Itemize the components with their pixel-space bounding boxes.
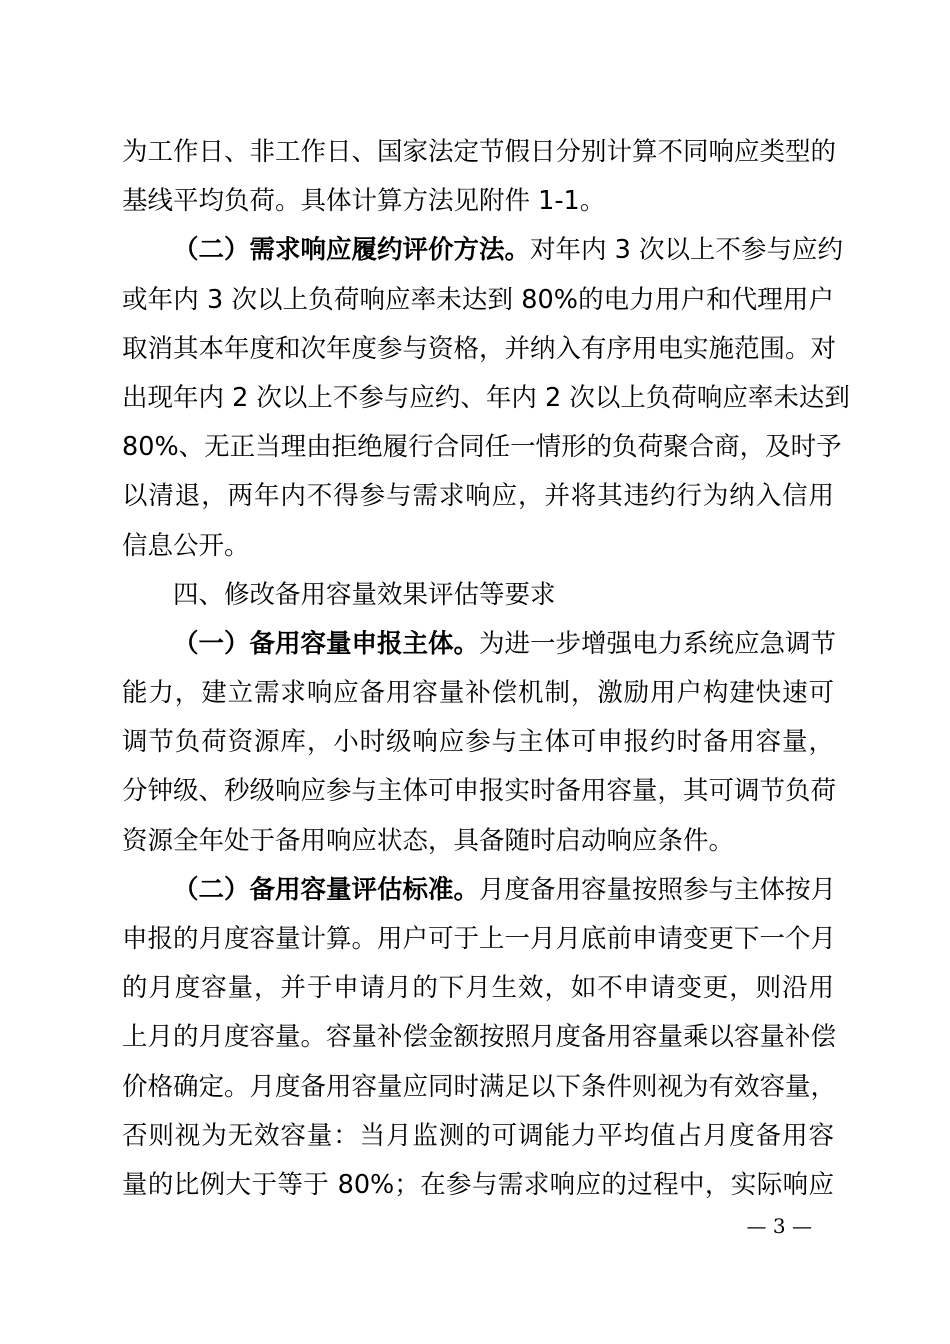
- text-line: 调节负荷资源库，小时级响应参与主体可申报约时备用容量，: [122, 727, 834, 758]
- text-line: 的月度容量，并于申请月的下月生效，如不申请变更，则沿用: [122, 973, 834, 1004]
- text-line: 分钟级、秒级响应参与主体可申报实时备用容量，其可调节负荷: [122, 776, 837, 807]
- section-heading: （一）备用容量申报主体。: [173, 628, 480, 659]
- text-line: 或年内 3 次以上负荷响应率未达到 80%的电力用户和代理用户: [122, 284, 834, 315]
- text-line: 取消其本年度和次年度参与资格，并纳入有序用电实施范围。对: [122, 333, 837, 364]
- text-line: 信息公开。: [122, 530, 250, 561]
- text-line: 价格确定。月度备用容量应同时满足以下条件则视为有效容量，: [122, 1071, 837, 1102]
- text-line: 基线平均负荷。具体计算方法见附件 1-1。: [122, 186, 606, 217]
- paragraph-first-line: [122, 620, 837, 669]
- text-run: 月度备用容量按照参与主体按月: [479, 874, 837, 905]
- document-body: [122, 128, 850, 1210]
- text-line: 能力，建立需求响应备用容量补偿机制，激励用户构建快速可: [122, 678, 834, 709]
- paragraph-first-line: [122, 866, 837, 915]
- text-line: 出现年内 2 次以上不参与应约、年内 2 次以上负荷响应率未达到: [122, 382, 850, 413]
- text-line: 80%、无正当理由拒绝履行合同任一情形的负荷聚合商，及时予: [122, 432, 842, 463]
- text-line: 以清退，两年内不得参与需求响应，并将其违约行为纳入信用: [122, 481, 834, 512]
- page-number: — 3 —: [746, 1214, 812, 1238]
- paragraph-first-line: [122, 226, 843, 275]
- section-heading: （二）备用容量评估标准。: [173, 874, 480, 905]
- text-line: 否则视为无效容量：当月监测的可调能力平均值占月度备用容: [122, 1120, 834, 1151]
- text-run: 对年内 3 次以上不参与应约: [530, 235, 843, 266]
- text-run: 为进一步增强电力系统应急调节: [479, 628, 837, 659]
- text-line: 资源全年处于备用响应状态，具备随时启动响应条件。: [122, 825, 735, 856]
- section-heading: （二）需求响应履约评价方法。: [173, 235, 531, 266]
- section-title: 四、修改备用容量效果评估等要求: [173, 579, 556, 610]
- text-line: 申报的月度容量计算。用户可于上一月月底前申请变更下一个月: [122, 924, 837, 954]
- text-line: 为工作日、非工作日、国家法定节假日分别计算不同响应类型的: [122, 137, 837, 167]
- text-line: 量的比例大于等于 80%；在参与需求响应的过程中，实际响应: [122, 1169, 834, 1200]
- text-line: 上月的月度容量。容量补偿金额按照月度备用容量乘以容量补偿: [122, 1022, 837, 1053]
